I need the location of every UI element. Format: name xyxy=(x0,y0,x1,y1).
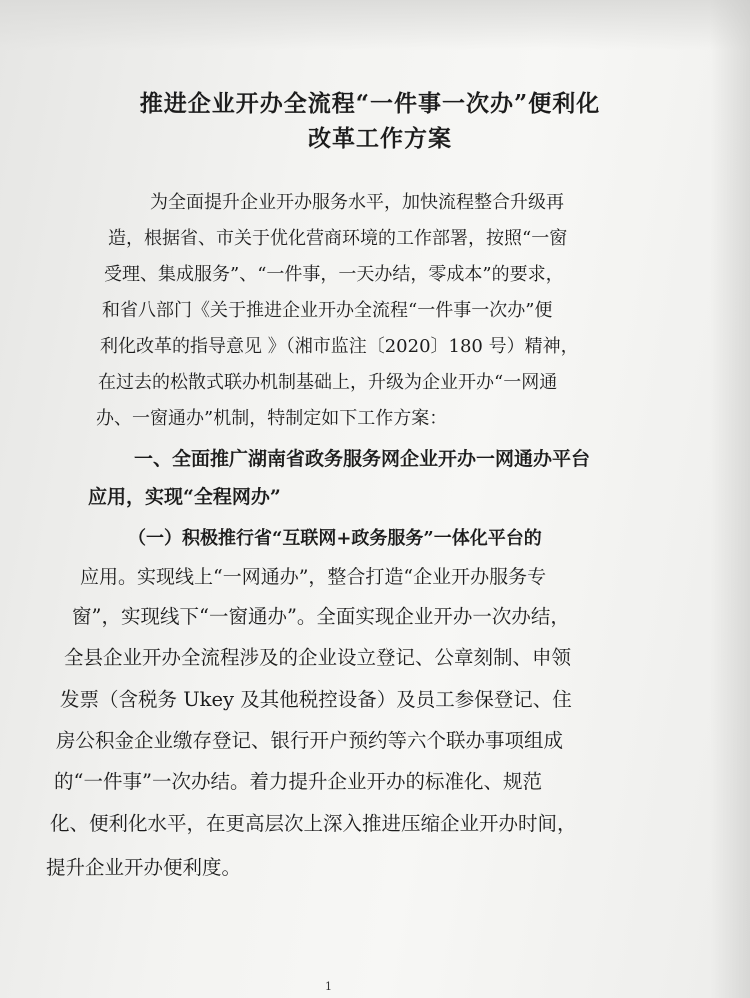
subsection-line-3: 全县企业开办全流程涉及的企业设立登记、公章刻制、申领 xyxy=(64,646,572,669)
subsection-line-2: 窗”，实现线下“一窗通办”。全面实现企业开办一次办结， xyxy=(72,605,570,628)
subsection-line-5: 房公积金企业缴存登记、银行开户预约等六个联办事项组成 xyxy=(56,729,564,752)
subsection-1-heading: （一）积极推行省“互联网+政务服务”一体化平台的 xyxy=(128,528,542,549)
section-1-heading-line-1: 一、全面推广湖南省政务服务网企业开办一网通办平台 xyxy=(134,448,591,470)
intro-line-4: 和省八部门《关于推进企业开办全流程“一件事一次办”便 xyxy=(102,300,553,321)
intro-line-6: 在过去的松散式联办机制基础上，升级为企业开办“一网通 xyxy=(98,372,558,393)
page-shadow-right xyxy=(710,0,750,998)
intro-line-5: 利化改革的指导意见 》（湘市监注〔2020〕180 号）精神， xyxy=(100,336,579,357)
page-number: 1 xyxy=(325,980,332,993)
subsection-line-6: 的“一件事”一次办结。着力提升企业开办的标准化、规范 xyxy=(54,770,542,793)
subsection-line-1: 应用。实现线上“一网通办”，整合打造“企业开办服务专 xyxy=(80,566,547,588)
intro-line-7: 办、一窗通办”机制，特制定如下工作方案： xyxy=(96,408,448,429)
intro-line-3: 受理、集成服务”、“一件事，一天办结，零成本”的要求， xyxy=(104,264,564,285)
page-shadow-top xyxy=(0,0,750,50)
intro-line-1: 为全面提升企业开办服务水平，加快流程整合升级再 xyxy=(150,192,564,213)
subsection-line-7: 化、便利化水平，在更高层次上深入推进压缩企业开办时间， xyxy=(50,812,577,835)
document-title-line-2: 改革工作方案 xyxy=(308,125,452,152)
intro-line-2: 造，根据省、市关于优化营商环境的工作部署，按照“一窗 xyxy=(108,228,568,249)
subsection-line-8: 提升企业开办便利度。 xyxy=(46,856,242,879)
subsection-line-4: 发票（含税务 Ukey 及其他税控设备）及员工参保登记、住 xyxy=(60,688,572,711)
section-1-heading-line-2: 应用，实现“全程网办” xyxy=(88,486,281,508)
document-title-line-1: 推进企业开办全流程“一件事一次办”便利化 xyxy=(139,90,601,117)
